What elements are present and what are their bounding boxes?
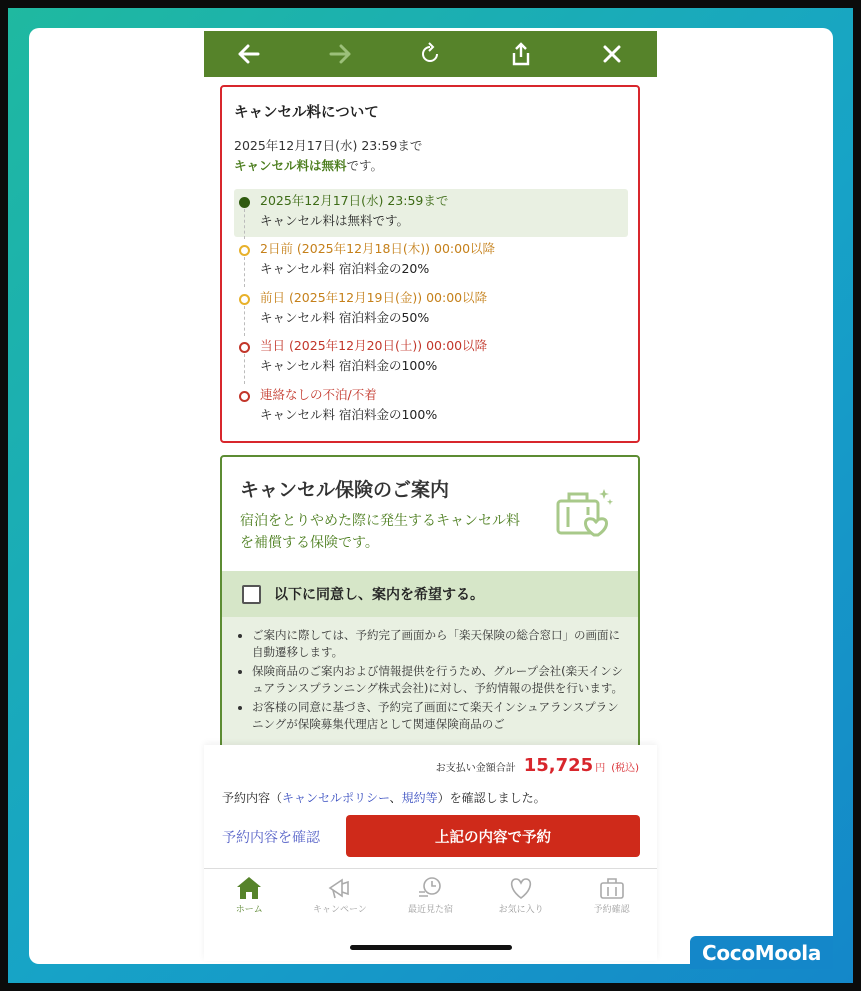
heart-icon	[507, 876, 535, 900]
timeline-dot-icon	[239, 294, 250, 305]
history-icon	[416, 876, 444, 900]
home-indicator	[350, 945, 512, 950]
payment-amount: 15,725	[523, 755, 594, 776]
tab-label: キャンペーン	[312, 905, 367, 915]
booking-footer	[204, 745, 657, 961]
timeline-connector	[244, 209, 245, 239]
share-icon[interactable]	[501, 34, 541, 74]
view-booking-link[interactable]: 予約内容を確認	[222, 830, 320, 846]
cancel-title: キャンセル料について	[234, 105, 379, 121]
timeline-fee: キャンセル料 宿泊料金の100%	[260, 406, 438, 422]
confirm-suffix: ）を確認しました。	[437, 791, 546, 805]
home-icon	[235, 876, 263, 900]
insurance-box	[220, 455, 640, 745]
tab-label: お気に入り	[498, 905, 544, 915]
timeline-when: 2025年12月17日(水) 23:59まで	[260, 193, 449, 208]
timeline-connector	[244, 257, 245, 287]
timeline-fee: キャンセル料 宿泊料金の20%	[260, 261, 430, 276]
payment-unit: 円	[595, 763, 606, 774]
timeline-item	[234, 237, 628, 286]
confirm-statement	[222, 789, 546, 806]
refresh-icon[interactable]	[410, 34, 450, 74]
cancel-free-text: キャンセル料は無料	[234, 158, 347, 173]
timeline-fee: キャンセル料 宿泊料金の100%	[260, 358, 438, 373]
timeline-when: 当日 (2025年12月20日(土)) 00:00以降	[260, 338, 488, 353]
insurance-agree-label[interactable]: 以下に同意し、案内を希望する。	[274, 587, 484, 603]
terms-link[interactable]: 規約等	[401, 791, 438, 805]
tab-campaign[interactable]	[295, 872, 386, 922]
insurance-suitcase-heart-icon	[552, 483, 616, 547]
watermark-logo	[690, 936, 833, 969]
tab-favorites[interactable]	[476, 872, 567, 922]
forward-arrow-icon[interactable]	[320, 34, 360, 74]
timeline-connector	[244, 354, 245, 384]
timeline-dot-icon	[239, 197, 250, 208]
megaphone-icon	[326, 876, 354, 900]
timeline-dot-icon	[239, 391, 250, 402]
tab-recent[interactable]	[385, 872, 476, 922]
bottom-tab-bar	[204, 872, 657, 922]
timeline-item	[234, 334, 628, 383]
insurance-title: キャンセル保険のご案内	[240, 479, 450, 501]
list-item: • お客様の同意に基づき、予約完了画面にて楽天インシュアランスプランニングが保険募集代理店として関連保険商品のご	[252, 699, 624, 733]
close-icon[interactable]	[592, 34, 632, 74]
tab-label: ホーム	[235, 905, 263, 915]
timeline-item	[234, 189, 628, 237]
insurance-agree-checkbox[interactable]	[242, 585, 261, 604]
cancel-policy-link[interactable]: キャンセルポリシー	[282, 791, 390, 805]
tab-label: 予約確認	[593, 905, 630, 915]
payment-tax: (税込)	[611, 763, 639, 774]
timeline-dot-icon	[239, 342, 250, 353]
divider	[204, 868, 657, 869]
page-content[interactable]	[204, 77, 657, 745]
cancel-timeline	[234, 189, 628, 431]
timeline-fee: キャンセル料は無料です。	[260, 213, 410, 228]
timeline-item	[234, 286, 628, 335]
cancel-free-suffix: です。	[346, 158, 384, 173]
payment-label: お支払い金額合計	[435, 763, 516, 774]
timeline-dot-icon	[239, 245, 250, 256]
payment-total	[436, 755, 639, 776]
back-arrow-icon[interactable]	[229, 34, 269, 74]
watermark-text: CocoMoola	[701, 940, 822, 965]
tab-bookings[interactable]	[566, 872, 657, 922]
list-item: • 保険商品のご案内および情報提供を行うため、グループ会社(楽天インシュアランスプランニング株式会社)に対し、予約情報の提供を行います。	[252, 663, 624, 697]
insurance-terms-list	[222, 617, 638, 745]
timeline-when: 2日前 (2025年12月18日(木)) 00:00以降	[260, 241, 496, 256]
reserve-button[interactable]: 上記の内容で予約	[346, 815, 640, 857]
list-item: • ご案内に際しては、予約完了画面から「楽天保険の総合窓口」の画面に自動遷移します。	[252, 627, 624, 661]
phone-screen	[204, 31, 657, 961]
cancel-free-note	[234, 156, 626, 176]
insurance-agree-row[interactable]	[222, 571, 638, 617]
tab-home[interactable]	[204, 872, 295, 922]
browser-toolbar	[204, 31, 657, 77]
cancel-policy-box	[220, 85, 640, 443]
timeline-fee: キャンセル料 宿泊料金の50%	[260, 309, 430, 325]
insurance-description: 宿泊をとりやめた際に発生するキャンセル料を補償する保険です。	[240, 513, 520, 551]
timeline-when: 連絡なしの不泊/不着	[260, 386, 377, 402]
timeline-when: 前日 (2025年12月19日(金)) 00:00以降	[260, 289, 488, 305]
confirm-prefix: 予約内容（	[222, 791, 283, 805]
confirm-separator: 、	[389, 791, 402, 805]
timeline-connector	[244, 306, 245, 336]
tab-label: 最近見た宿	[407, 905, 453, 915]
timeline-item	[234, 383, 628, 432]
suitcase-icon	[598, 876, 626, 900]
cancel-deadline: 2025年12月17日(水) 23:59まで	[234, 138, 423, 153]
